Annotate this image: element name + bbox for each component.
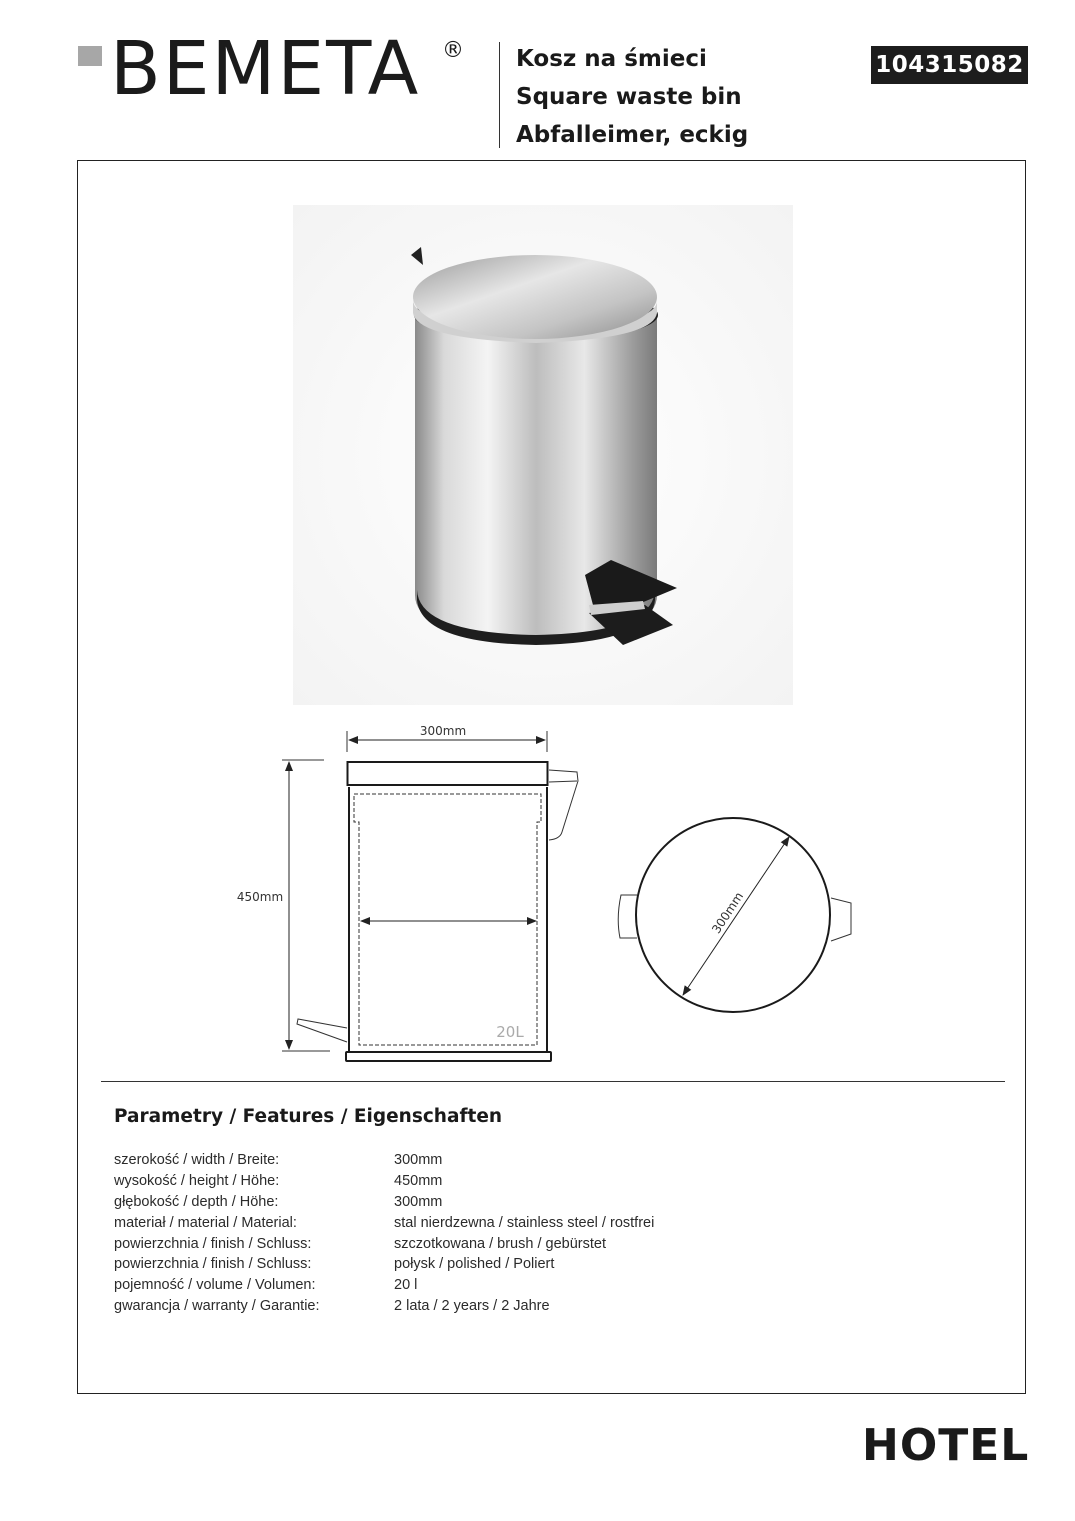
spec-label: wysokość / height / Höhe: [114,1172,280,1189]
spec-value: 450mm [394,1172,443,1189]
width-dimension-label: 300mm [419,724,467,738]
spec-row-width [114,1150,654,1171]
spec-row-height [114,1171,654,1192]
spec-label: materiał / material / Material: [114,1214,297,1231]
side-view-hinge [549,770,578,840]
registered-mark: ® [442,38,464,63]
spec-value: 2 lata / 2 years / 2 Jahre [394,1298,550,1315]
volume-label: 20L [496,1023,524,1041]
spec-value: 20 l [394,1277,418,1294]
top-view-pedal [618,895,637,938]
collection-label: HOTEL [862,1420,1030,1471]
side-view-pedal [297,1019,347,1042]
spec-row-depth [114,1192,654,1213]
spec-label: głębokość / depth / Höhe: [114,1193,279,1210]
spec-row-finish-brush [114,1234,654,1255]
height-dimension-label: 450mm [236,890,284,904]
spec-value: 300mm [394,1193,443,1210]
features-table [114,1150,654,1317]
spec-row-warranty [114,1296,654,1317]
diameter-dimension-label: 300mm [709,889,747,937]
brand-name: BEMETA [110,26,421,112]
spec-value: 300mm [394,1152,443,1168]
spec-label: powierzchnia / finish / Schluss: [114,1256,312,1273]
side-view-base [346,1052,551,1061]
side-view-hinge-detail [549,781,577,782]
spec-value: stal nierdzewna / stainless steel / rostfrei [394,1214,655,1231]
spec-value: szczotkowana / brush / gebürstet [394,1235,606,1252]
title-english: Square waste bin [516,84,742,110]
spec-label: szerokość / width / Breite: [114,1152,280,1168]
features-heading: Parametry / Features / Eigenschaften [114,1106,503,1127]
spec-row-finish-polished [114,1254,654,1275]
top-view-hinge [831,898,851,941]
product-code-badge: 104315082 [871,46,1028,84]
spec-label: powierzchnia / finish / Schluss: [114,1235,312,1252]
inner-bucket-outline [354,794,541,1045]
section-divider [101,1081,1005,1082]
spec-label: gwarancja / warranty / Garantie: [114,1298,320,1315]
side-view-lid [348,762,548,785]
spec-row-volume [114,1275,654,1296]
spec-row-material [114,1213,654,1234]
spec-label: pojemność / volume / Volumen: [114,1277,316,1294]
spec-value: połysk / polished / Poliert [394,1256,555,1273]
title-polish: Kosz na śmieci [516,46,707,72]
diameter-dimension-line [683,837,789,995]
title-german: Abfalleimer, eckig [516,122,749,148]
